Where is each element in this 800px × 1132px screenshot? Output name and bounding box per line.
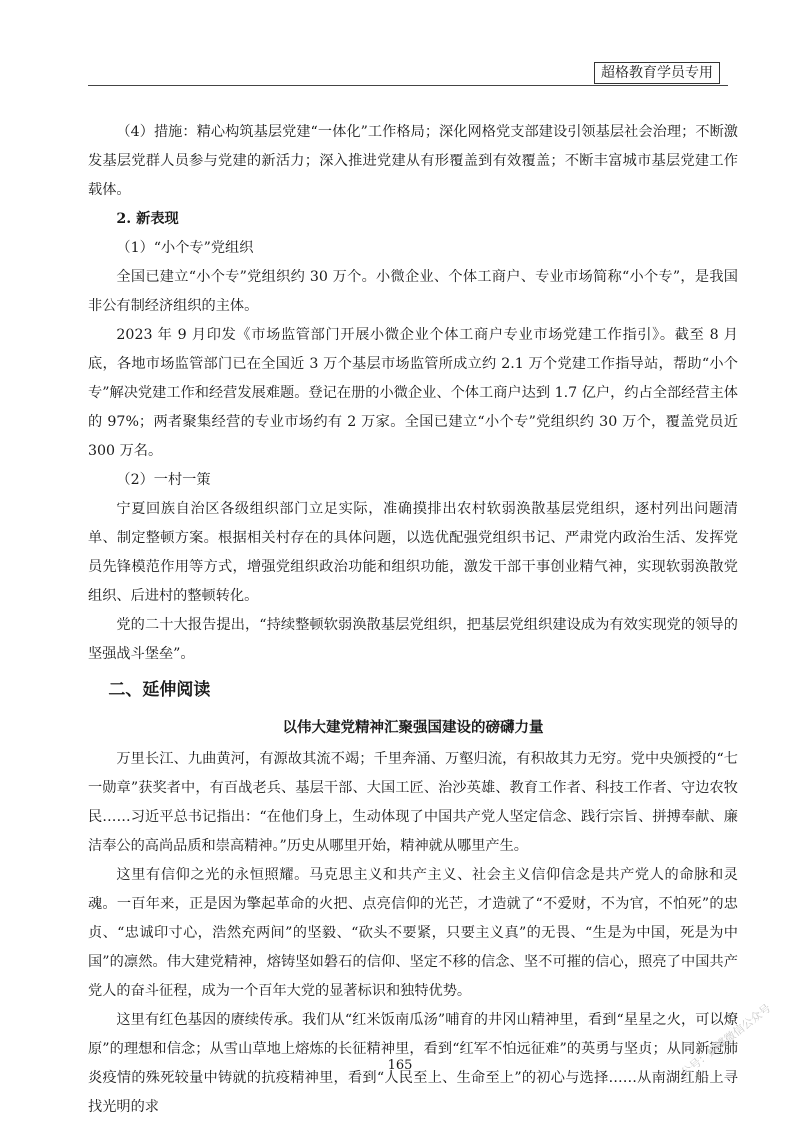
header-badge: 超格教育学员专用	[594, 62, 720, 84]
subheading-one-village-one-policy: （2）一村一策	[116, 472, 211, 488]
paragraph-market-guidelines: 2023 年 9 月印发《市场监管部门开展小微企业个体工商户专业市场党建工作指引》。截至 8 月底，各地市场监管部门已在全国近 3 万个基层市场监管所成立约 2.1 万个党建工作指导站，帮助“小个专”解决党建工作和经营发展难题。登记在册的小微企业、个体工商户达到 1.7 亿户，约占全部经营主体的 97%；两者聚集经营的专业市场约有 2 万家。全国已建立“小个专”党组织约 30 万个，覆盖党员近 300 万名。	[88, 327, 738, 459]
watermark: 公号：蝴蝶微信公众号	[678, 1001, 774, 1080]
paragraph-ningxia: 宁夏回族自治区各级组织部门立足实际，准确摸排出农村软弱涣散基层党组织，逐村列出问题清单、制定整顿方案。根据相关村存在的具体问题，以选优配强党组织书记、严肃党内政治生活、发挥党员先锋模范作用等方式，增强党组织政治功能和组织功能，激发干部干事创业精气神，实现软弱涣散党组织、后进村的整顿转化。	[88, 501, 738, 604]
heading-new-performance: 2. 新表现	[116, 211, 179, 227]
subheading-small-enterprises: （1）“小个专”党组织	[116, 240, 254, 256]
page-number: 165	[387, 1058, 413, 1073]
article-title: 以伟大建党精神汇聚强国建设的磅礴力量	[282, 719, 544, 736]
article-paragraph: 这里有红色基因的赓续传承。我们从“红米饭南瓜汤”哺育的井冈山精神里，看到“星星之火，可以燎原”的理想和信念；从雪山草地上熔炼的长征精神里，看到“红军不怕远征难”的英勇与坚贞；从同新冠肺炎疫情的殊死较量中铸就的抗疫精神里，看到“人民至上、生命至上”的初心与选择……从南湖红船上寻找光明的求	[88, 1012, 738, 1115]
header-rule	[88, 85, 728, 86]
article-paragraph: 这里有信仰之光的永恒照耀。马克思主义和共产主义、社会主义信仰信念是共产党人的命脉和灵魂。一百年来，正是因为擎起革命的火把、点亮信仰的光芒，才造就了“不爱财，不为官，不怕死”的忠贞、“忠诚印寸心，浩然充两间”的坚毅、“砍头不要紧，只要主义真”的无畏、“生是为中国，死是为中国”的凛然。伟大建党精神，熔铸坚如磐石的信仰、坚定不移的信念、坚不可摧的信心，照亮了中国共产党人的奋斗征程，成为一个百年大党的显著标识和独特优势。	[88, 867, 738, 999]
section-title: 二、延伸阅读	[108, 680, 211, 700]
paragraph-party-orgs-count: 全国已建立“小个专”党组织约 30 万个。小微企业、个体工商户、专业市场简称“小个专”，是我国非公有制经济组织的主体。	[88, 269, 738, 314]
document-body	[88, 118, 738, 1122]
article-paragraph: 万里长江、九曲黄河，有源故其流不竭；千里奔涌、万壑归流，有积故其力无穷。党中央颁授的“七一勋章”获奖者中，有百战老兵、基层干部、大国工匠、治沙英雄、教育工作者、科技工作者、守边农牧民……习近平总书记指出：“在他们身上，生动体现了中国共产党人坚定信念、践行宗旨、拼搏奉献、廉洁奉公的高尚品质和崇高精神。”历史从哪里开始，精神就从哪里产生。	[88, 751, 738, 854]
paragraph-twentieth-congress: 党的二十大报告提出，“持续整顿软弱涣散基层党组织，把基层党组织建设成为有效实现党的领导的坚强战斗堡垒”。	[88, 617, 738, 662]
paragraph-measures: （4）措施：精心构筑基层党建“一体化”工作格局；深化网格党支部建设引领基层社会治理；不断激发基层党群人员参与党建的新活力；深入推进党建从有形覆盖到有效覆盖；不断丰富城市基层党建工作载体。	[88, 124, 738, 198]
